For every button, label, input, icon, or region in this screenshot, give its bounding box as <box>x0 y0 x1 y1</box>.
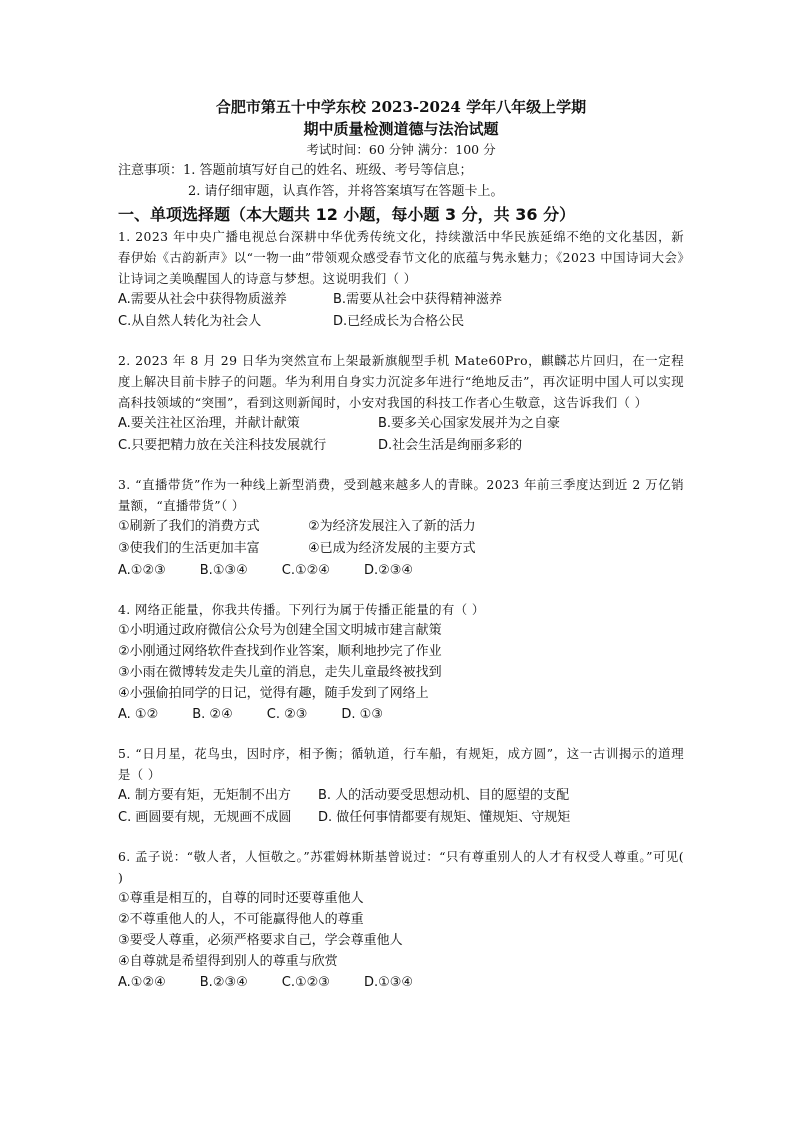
option-a: A.①②④ <box>118 975 166 990</box>
option-d: D. 做任何事情都要有规矩、懂规矩、守规矩 <box>318 810 571 825</box>
option-a: A.①②③ <box>118 563 166 578</box>
exam-title-line1: 合肥市第五十中学东校 2023-2024 学年八年级上学期 <box>215 98 587 116</box>
statement-1: ①尊重是相互的，自尊的同时还要尊重他人 <box>118 891 364 906</box>
options-row <box>118 435 684 457</box>
question-1 <box>118 226 684 333</box>
option-b: B.需要从社会中获得精神滋养 <box>333 292 503 307</box>
option-a: A. ①② <box>118 707 159 722</box>
option-b: B.②③④ <box>199 975 248 990</box>
option-d: D.②③④ <box>363 563 414 578</box>
statement-4: ④自尊就是希望得到别人的尊重与欣赏 <box>118 954 338 969</box>
options-row <box>118 289 684 311</box>
option-a: A. 制方要有矩，无矩制不出方 <box>118 788 291 803</box>
option-d: D.已经成长为合格公民 <box>333 314 465 329</box>
statement-2: ②不尊重他人的人，不可能赢得他人的尊重 <box>118 912 364 927</box>
statement-2: ②小刚通过网络软件查找到作业答案，顺利地抄完了作业 <box>118 644 442 659</box>
question-stem: 2. 2023 年 8 月 29 日华为突然宣布上架最新旗舰型手机 Mate60Pro，麒麟芯片回归，在一定程度上解决目前卡脖子的问题。华为利用自身实力沉淀多年进行“绝地反击”，再次证明中国人可以实现高科技领域的“突围”，看到这则新闻时，小安对我国的科技工作者心生敬意，这告诉我们（ ） <box>118 353 684 410</box>
statement-3: ③小雨在微博转发走失儿童的消息，走失儿童最终被找到 <box>118 665 442 680</box>
statements-row <box>118 516 684 538</box>
option-d: D.①③④ <box>363 975 414 990</box>
question-5 <box>118 743 684 829</box>
options-row <box>118 560 684 582</box>
option-a: A.要关注社区治理，并献计献策 <box>118 416 300 431</box>
question-stem: 3. “直播带货”作为一种线上新型消费，受到越来越多人的青睐。2023 年前三季度达到近 2 万亿销量额，“直播带货”（ ） <box>118 477 684 513</box>
statement-3: ③要受人尊重，必须严格要求自己，学会尊重他人 <box>118 933 403 948</box>
statement-1: ①小明通过政府微信公众号为创建全国文明城市建言献策 <box>118 623 442 638</box>
option-c: C.从自然人转化为社会人 <box>118 314 262 329</box>
option-c: C. 画圆要有规，无规画不成圆 <box>118 810 292 825</box>
statement-4: ④已成为经济发展的主要方式 <box>308 541 476 556</box>
option-b: B. 人的活动要受思想动机、目的愿望的支配 <box>318 788 570 803</box>
option-c: C.①②④ <box>281 563 330 578</box>
exam-info: 考试时间：60 分钟 满分：100 分 <box>306 142 496 157</box>
options-row <box>118 704 684 726</box>
options-row <box>118 413 684 435</box>
notice-line1: 注意事项：1. 答题前填写好自己的姓名、班级、考号等信息； <box>118 163 473 178</box>
question-stem: 6. 孟子说：“敬人者，人恒敬之。”苏霍姆林斯基曾说过：“只有尊重别人的人才有权受人尊重。”可见( ) <box>118 849 684 885</box>
options-row <box>118 311 684 333</box>
options-row <box>118 785 684 807</box>
question-3 <box>118 474 684 582</box>
question-2 <box>118 350 684 457</box>
question-stem: 4. 网络正能量，你我共传播。下列行为属于传播正能量的有（ ） <box>118 602 485 617</box>
statements-row <box>118 538 684 560</box>
exam-title-line2: 期中质量检测道德与法治试题 <box>303 120 499 138</box>
notice-line2: 2. 请仔细审题，认真作答，并将答案填写在答题卡上。 <box>188 184 504 199</box>
statement-1: ①刷新了我们的消费方式 <box>118 519 260 534</box>
option-b: B.①③④ <box>199 563 248 578</box>
question-4 <box>118 599 684 726</box>
option-c: C. ②③ <box>266 707 308 722</box>
question-6 <box>118 846 684 994</box>
option-b: B. ②④ <box>192 707 233 722</box>
option-d: D.社会生活是绚丽多彩的 <box>378 438 523 453</box>
statement-2: ②为经济发展注入了新的活力 <box>308 519 476 534</box>
question-stem: 5. “日月星，花鸟虫，因时序，相予衡；循轨道，行车船，有规矩，成方圆”，这一古训揭示的道理是（ ） <box>118 746 684 782</box>
option-d: D. ①③ <box>341 707 383 722</box>
question-stem: 1. 2023 年中央广播电视总台深耕中华优秀传统文化，持续激活中华民族延绵不绝的文化基因，新春伊始《古韵新声》以“一物一曲”带领观众感受春节文化的底蕴与隽永魅力；《2023 中国诗词大会》让诗词之美唤醒国人的诗意与梦想。这说明我们（ ） <box>118 229 684 286</box>
section-title: 一、单项选择题（本大题共 12 小题，每小题 3 分，共 36 分） <box>118 205 576 224</box>
option-c: C.只要把精力放在关注科技发展就行 <box>118 438 327 453</box>
statement-3: ③使我们的生活更加丰富 <box>118 541 260 556</box>
option-b: B.要多关心国家发展并为之自豪 <box>378 416 561 431</box>
option-a: A.需要从社会中获得物质滋养 <box>118 292 287 307</box>
options-row <box>118 807 684 829</box>
exam-page <box>118 96 684 994</box>
statement-4: ④小强偷拍同学的日记，觉得有趣，随手发到了网络上 <box>118 686 429 701</box>
options-row <box>118 972 684 994</box>
option-c: C.①②③ <box>281 975 330 990</box>
